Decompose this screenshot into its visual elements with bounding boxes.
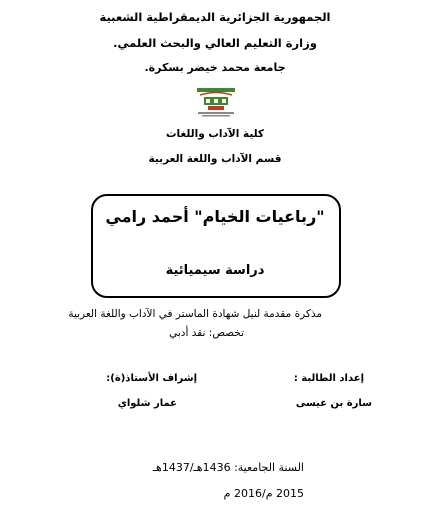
supervisor-label: إشراف الأستاذ(ة): [106,373,197,384]
academic-year-gregorian: 2015 م/2016 م [223,487,304,500]
prepared-by-label: إعداد الطالبة : [293,373,364,384]
thesis-title: "رباعيات الخيام" أحمد رامي [105,207,325,226]
supervisor-name: عمار شلواي [117,398,177,409]
thesis-description: مذكرة مقدمة لنيل شهادة الماستر في الآداب واللغة العربية [68,308,322,320]
student-name: سارة بن عيسى [295,398,372,409]
republic-heading: الجمهورية الجزائرية الديمقراطية الشعبية [99,10,331,24]
ministry-heading: وزارة التعليم العالي والبحث العلمي. [113,36,317,50]
university-logo-icon [196,86,236,118]
university-heading: جامعة محمد خيضر بسكرة. [144,61,286,74]
department-name: قسم الآداب واللغة العربية [148,153,282,165]
academic-year-hijri: السنة الجامعية: 1436هـ/1437هـ [152,461,304,474]
thesis-subtitle: دراسة سيميائية [165,263,265,278]
specialty: تخصص: نقد أدبي [169,327,244,339]
faculty-name: كلية الآداب واللغات [165,128,265,140]
